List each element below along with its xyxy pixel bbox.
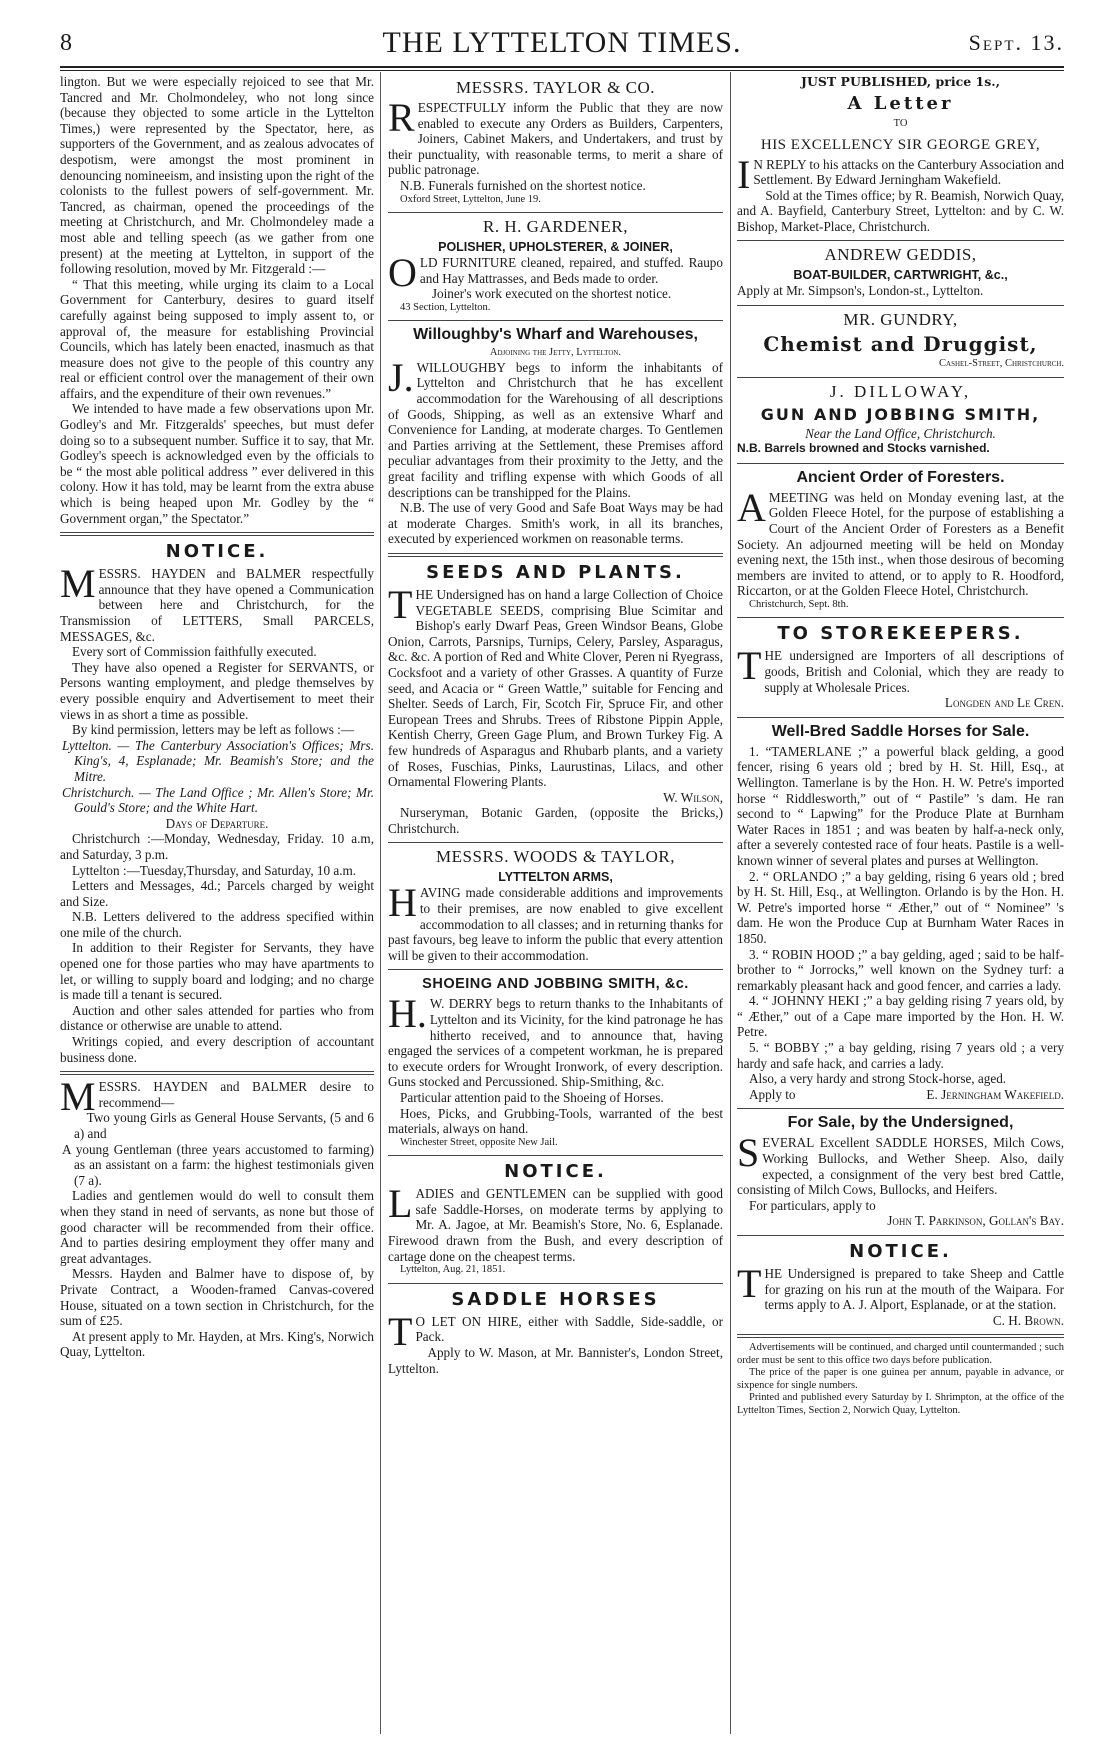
seeds-intro: THE Undersigned has on hand a large Collection of Choice VEGETABLE SEEDS, comprising Blue Scimitar and Bishop's early Dwarf Peas, Green Windsor Beans, Globe Onion, Carrots, Parsnips, Turnips, Celery, Parsley, Asparagus, &c. &c. A portion of Red and White Clover, Peren ni Ryegrass, Cocksfoot and a variety of other Grasses. A quantity of Furze seed, and Acacia or “ Green Wattle,” suitable for Fencing and Shelter. Seeds of Larch, Fir, Scotch Fir, Spruce Fir, and other European Trees and Shrubs. Trees of Ribstone Pippin Apple, Kentish Cherry, Green Gage Plum, and Brown Turkey Fig. A few hundreds of Asparagus and Rhubarb plants, and a variety of Roses, Fuschias, Pinks, Laurustinas, Lilacs, and other Ornamental Flowering Plants. bbox=[388, 581, 723, 790]
foresters-intro: AMEETING was held on Monday evening last, at the Golden Fleece Hotel, for the purpose of establishing a Court of the Ancient Order of Foresters as a Benefit Society. An adjourned meeting will be held on Monday evening next, the 15th inst., when those desirous of becoming members are invited to attend, or to apply to R. Hoodford, Riccarton, or at the Golden Fleece Hotel, Christchurch. bbox=[737, 484, 1064, 599]
horses-heading: Well-Bred Saddle Horses for Sale. bbox=[771, 722, 1030, 740]
shoeing-intro: H. W. DERRY begs to return thanks to the Inhabitants of Lyttelton and its Vicinity, for the kind patronage he has hitherto received, and to announce that, having engaged the services of a competent workman, he is prepared to execute orders for Wrought Ironwork, of every description. Guns stocked and Percussioned. Ship-Smithing, &c. bbox=[388, 991, 723, 1090]
article-paragraph: lington. But we were especially rejoiced to see that Mr. Tancred and Mr. Cholmondeley, who not long since (because they objected to some article in the Lyttelton Times,) were represented by the Spectator, here, as supporters of the Government, and as zealous advocates of despotism, were amongst the most prominent in denouncing nomineeism, and insisting upon the right of the colonists to the fullest powers of self-government. Mr. Tancred, as chairman, opened the proceedings of the meeting at Christchurch, and Mr. Cholmondeley made a most able and telling speech (as we gather from one present) at the meeting at Lyttelton, in support of the following resolution, moved by Mr. Fitzgerald :— bbox=[60, 74, 374, 277]
notice-heading: NOTICE. bbox=[504, 1161, 607, 1183]
notice-intro: THE Undersigned is prepared to take Sheep and Cattle for grazing on his run at the mouth of the Waipara. For terms apply to A. J. Alport, Esplanade, or at the station. bbox=[737, 1261, 1064, 1313]
column-3 bbox=[737, 74, 1064, 1734]
notice-paragraph: Auction and other sales attended for parties who from distance or otherwise are unable to attend. bbox=[60, 1002, 374, 1034]
gardener-address: 43 Section, Lyttelton. bbox=[400, 301, 491, 313]
section-rule bbox=[737, 377, 1064, 378]
page-number: 8 bbox=[60, 30, 72, 56]
section-rule bbox=[388, 842, 723, 843]
wharf-subheading: Adjoining the Jetty, Lyttelton. bbox=[489, 347, 622, 359]
column-2 bbox=[388, 74, 723, 1734]
section-rule bbox=[388, 553, 723, 557]
gardener-paragraph: Joiner's work executed on the shortest notice. bbox=[431, 286, 672, 302]
gundry-subheading: Chemist and Druggist, bbox=[763, 332, 1038, 357]
location-christchurch: Christchurch. — The Land Office ; Mr. Allen's Store; Mr. Gould's Store; and the White Hart. bbox=[62, 784, 374, 816]
section-rule bbox=[388, 969, 723, 970]
footer-note: Advertisements will be continued, and charged until countermanded ; such order must be sent to this office two days before publication. bbox=[737, 1342, 1064, 1366]
horses-signature: E. Jerningham Wakefield. bbox=[926, 1086, 1064, 1102]
departure-christchurch: Christchurch :—Monday, Wednesday, Friday. 10 a.m, and Saturday, 3 p.m. bbox=[60, 831, 374, 862]
newspaper-title: THE LYTTELTON TIMES. bbox=[382, 26, 742, 59]
geddis-subheading: BOAT-BUILDER, CARTWRIGHT, &c., bbox=[793, 268, 1008, 283]
shoeing-paragraph: Hoes, Picks, and Grubbing-Tools, warranted of the best materials, always on hand. bbox=[388, 1105, 723, 1137]
dilloway-address: Near the Land Office, Christchurch. bbox=[805, 425, 996, 441]
storekeepers-signature: Longden and Le Cren. bbox=[944, 695, 1064, 711]
location-lyttelton: Lyttelton. — The Canterbury Association's Offices; Mrs. King's, 4, Esplanade; Mr. Beamish's Store; and the Mitre. bbox=[62, 737, 374, 784]
horse-item: 5. “ BOBBY ;” a bay gelding, rising 7 years old ; a very hardy and safe hack, and carries a lady. bbox=[737, 1040, 1064, 1071]
saddle-paragraph: Apply to W. Mason, at Mr. Bannister's, London Street, Lyttelton. bbox=[388, 1344, 723, 1376]
notice-address: Lyttelton, Aug. 21, 1851. bbox=[400, 1264, 506, 1276]
section-rule bbox=[737, 717, 1064, 718]
horses-apply: Apply to bbox=[749, 1086, 796, 1102]
notice-paragraph: Writings copied, and every description of accountant business done. bbox=[60, 1034, 374, 1065]
section-rule bbox=[388, 320, 723, 321]
letter-paragraph: Sold at the Times office; by R. Beamish, Norwich Quay, and A. Bayfield, Canterbury Street, Lyttelton: and by C. W. Bishop, Market-Place, Christchurch. bbox=[737, 187, 1064, 234]
section-rule bbox=[388, 1283, 723, 1284]
saddle-intro: T O LET ON HIRE, either with Saddle, Side-saddle, or Pack. bbox=[388, 1308, 723, 1354]
notice-intro: LADIES and GENTLEMEN can be supplied with good safe Saddle-Horses, on moderate terms by applying to Mr. A. Jagoe, at Mr. Beamish's Store, No. 6, Esplanade. Firewood drawn from the Bush, and every description of cartage done on the cheapest terms. bbox=[388, 1181, 723, 1264]
notice-signature: C. H. Brown. bbox=[992, 1312, 1064, 1328]
woods-heading: MESSRS. WOODS & TAYLOR, bbox=[436, 847, 675, 867]
woods-intro: HAVING made considerable additions and improvements to their premises, are now enabled to give excellent accommodation to all classes; and in returning thanks for past favours, beg leave to inform the public that every attention will be given to their accommodation. bbox=[388, 880, 723, 963]
recommend-paragraph: At present apply to Mr. Hayden, at Mrs. King's, Norwich Quay, Lyttelton. bbox=[60, 1328, 374, 1360]
storekeepers-heading: TO STOREKEEPERS. bbox=[777, 623, 1024, 645]
section-rule bbox=[737, 1334, 1064, 1338]
horse-item: 2. “ ORLANDO ;” a bay gelding, rising 6 years old ; bred by H. St. Hill, Esq., at Wellington. Orlando is by the Hon. H. W. Petre's imported horse “ Æther,” out of “ Nominee” 's dam. He won the Produce Cup at Burnham Water Races in 1850. bbox=[737, 868, 1064, 946]
page-header bbox=[60, 22, 1064, 62]
horses-apply-line bbox=[737, 1087, 1064, 1103]
taylor-heading: MESSRS. TAYLOR & CO. bbox=[455, 78, 655, 97]
seeds-heading: SEEDS AND PLANTS. bbox=[426, 561, 685, 583]
section-rule bbox=[388, 212, 723, 213]
sale-signature: John T. Parkinson, Gollan's Bay. bbox=[887, 1213, 1064, 1229]
sale-particulars: For particulars, apply to bbox=[749, 1197, 876, 1213]
notice-paragraph: In addition to their Register for Servants, they have opened one for those parties who may have apartments to let, or willing to supply board and lodging; and no charge is made till a tenant is secured. bbox=[60, 940, 374, 1003]
notice-paragraph: N.B. Letters delivered to the address specified within one mile of the church. bbox=[60, 909, 374, 940]
taylor-intro: RESPECTFULLY inform the Public that they are now enabled to execute any Orders as Builders, Carpenters, Joiners, Cabinet Makers, and Undertakers, and trust by their punctuality, with reasonable terms, to merit a share of public patronage. bbox=[388, 95, 723, 178]
sale-heading: For Sale, by the Undersigned, bbox=[787, 1114, 1014, 1132]
section-rule bbox=[388, 1155, 723, 1156]
section-rule bbox=[737, 1235, 1064, 1236]
article-quote: “ That this meeting, while urging its claim to a Local Government for Canterbury, desires to guard itself carefully against being supposed to imply assent to, or approval of, the measure for establishing Provincial Councils, which has lately been enacted, inasmuch as that measure does not give to the people of this country any real or efficient control over the management of their own affairs, and the expenditure of their own revenues.” bbox=[60, 276, 374, 401]
footer-note: Printed and published every Saturday by I. Shrimpton, at the office of the Lyttelton Times, Section 2, Norwich Quay, Lyttelton. bbox=[737, 1392, 1064, 1416]
gundry-address: Cashel-Street, Christchurch. bbox=[939, 358, 1064, 370]
horses-also: Also, a very hardy and strong Stock-horse, aged. bbox=[749, 1071, 1007, 1087]
notice-paragraph: Every sort of Commission faithfully executed. bbox=[72, 644, 317, 660]
section-rule bbox=[737, 240, 1064, 241]
column-1 bbox=[60, 74, 374, 1734]
recommend-paragraph: Messrs. Hayden and Balmer have to dispose of, by Private Contract, a Wooden-framed Canvas-covered House, situated on a town section in Christchurch, for the sum of £25. bbox=[60, 1266, 374, 1329]
gardener-intro: OLD FURNITURE cleaned, repaired, and stuffed. Raupo and Hay Mattrasses, and Beds made to order. bbox=[388, 250, 723, 296]
column-divider-1 bbox=[380, 72, 381, 1734]
storekeepers-intro: THE undersigned are Importers of all descriptions of goods, British and Colonial, which they are ready to supply at Wholesale Prices. bbox=[737, 643, 1064, 695]
notice-intro: MESSRS. HAYDEN and BALMER respectfully announce that they have opened a Communication between here and Christchurch, for the Transmission of LETTERS, Small PARCELS, MESSAGES, &c. bbox=[60, 561, 374, 644]
gardener-heading: R. H. GARDENER, bbox=[483, 217, 628, 237]
header-rule bbox=[60, 66, 1064, 71]
horse-item: 3. “ ROBIN HOOD ;” a bay gelding, aged ; said to be half-brother to “ Jorrocks,” well known on the Sydney turf: a remarkably pleasant hack and good fencer, and carries a lady. bbox=[737, 946, 1064, 993]
departure-lyttelton: Lyttelton :—Tuesday,Thursday, and Saturday, 10 a.m. bbox=[72, 862, 357, 878]
letter-intro: I N REPLY to his attacks on the Canterbury Association and Settlement. By Edward Jerningham Wakefield. bbox=[737, 151, 1064, 197]
section-rule bbox=[737, 305, 1064, 306]
recommend-paragraph: Ladies and gentlemen would do well to consult them when they stand in need of servants, as none but those of good character will be recommended from their office. And to parties desiring employment they offer many and great advantages. bbox=[60, 1188, 374, 1266]
footer-note: The price of the paper is one guinea per annum, payable in advance, or sixpence for single numbers. bbox=[737, 1367, 1064, 1391]
seeds-signature: W. Wilson, bbox=[663, 789, 723, 805]
horse-item: 4. “ JOHNNY HEKI ;” a bay gelding rising 7 years old, by “ Æther,” out of a Cape mare imported by the Hon. H. W. Petre. bbox=[737, 993, 1064, 1040]
notice-paragraph: They have also opened a Register for SERVANTS, or Persons wanting employment, and pledge themselves by every possible enquiry and Advertisement to meet their views in as short a time as possible. bbox=[60, 659, 374, 722]
gardener-subheading: POLISHER, UPHOLSTERER, & JOINER, bbox=[438, 240, 673, 255]
departure-heading: Days of Departure. bbox=[165, 815, 269, 831]
letter-title: A Letter bbox=[847, 93, 954, 114]
saddle-heading: SADDLE HORSES bbox=[451, 1288, 660, 1310]
dilloway-heading: J. DILLOWAY, bbox=[829, 381, 972, 401]
article-paragraph: We intended to have made a few observations upon Mr. Godley's and Mr. Fitzgeralds' speeches, but must defer doing so to a subsequent number. Suffice it to say, that Mr. Godley's speech is acknowledged even by the officials to be “ the most able political address ” ever delivered in this colony. How it has told, may be learnt from the extra abuse which is being heaped upon Mr. Godley by the “ Government organ,” the Spectator.” bbox=[60, 401, 374, 526]
seeds-address: Nurseryman, Botanic Garden, (opposite the Bricks,) Christchurch. bbox=[388, 805, 723, 836]
foresters-heading: Ancient Order of Foresters. bbox=[796, 468, 1005, 486]
recommend-intro: MESSRS. HAYDEN and BALMER desire to recommend— bbox=[60, 1074, 374, 1120]
section-rule bbox=[737, 617, 1064, 618]
column-divider-2 bbox=[730, 72, 731, 1734]
section-rule bbox=[60, 532, 374, 536]
dilloway-subheading: GUN AND JOBBING SMITH, bbox=[760, 404, 1041, 424]
issue-date: Sept. 13. bbox=[968, 30, 1064, 55]
letter-to: TO bbox=[893, 118, 908, 129]
section-rule bbox=[737, 463, 1064, 464]
shoeing-heading: SHOEING AND JOBBING SMITH, &c. bbox=[422, 976, 689, 993]
just-published: JUST PUBLISHED, price 1s., bbox=[801, 74, 1000, 89]
recommend-item: A young Gentleman (three years accustomed to farming) as an assistant on a farm: the highest testimonials given (7 a). bbox=[62, 1141, 374, 1188]
geddis-heading: ANDREW GEDDIS, bbox=[824, 245, 977, 265]
wharf-heading: Willoughby's Wharf and Warehouses, bbox=[413, 326, 698, 344]
woods-subheading: LYTTELTON ARMS, bbox=[498, 870, 613, 885]
shoeing-paragraph: Particular attention paid to the Shoeing of Horses. bbox=[400, 1090, 664, 1105]
foresters-date: Christchurch, Sept. 8th. bbox=[749, 598, 849, 610]
geddis-paragraph: Apply at Mr. Simpson's, London-st., Lyttelton. bbox=[737, 283, 984, 299]
notice-paragraph: By kind permission, letters may be left as follows :— bbox=[72, 722, 355, 738]
taylor-nb: N.B. Funerals furnished on the shortest notice. bbox=[400, 177, 646, 193]
notice-heading: NOTICE. bbox=[165, 541, 269, 563]
recommend-item: Two young Girls as General House Servants, (5 and 6 a) and bbox=[74, 1110, 374, 1141]
wharf-nb: N.B. The use of very Good and Safe Boat Ways may be had at moderate Charges. Smith's work, in all its branches, executed by experienced workmen on reasonable terms. bbox=[388, 500, 723, 547]
notice-heading: NOTICE. bbox=[849, 1241, 952, 1262]
shoeing-address: Winchester Street, opposite New Jail. bbox=[400, 1136, 558, 1148]
sale-intro: SEVERAL Excellent SADDLE HORSES, Milch Cows, Working Bullocks, and Wether Sheep. Also, daily expected, a consignment of the very best bred Cattle, consisting of Milch Cows, Bullocks, and Heifers. bbox=[737, 1130, 1064, 1198]
wharf-intro: J. WILLOUGHBY begs to inform the inhabitants of Lyttelton and Christchurch that he has excellent accommodation for the Warehousing of all descriptions of Goods, Shipping, as well as an extensive Wharf and Convenience for Landing, at moderate charges. To Gentlemen and Parties arriving at the Settlement, these Premises afford peculiar advantages from their proximity to the Jetty, and the great facility and trifling expense with which Goods of all descriptions can be transhipped for the Plains. bbox=[388, 354, 723, 500]
dilloway-nb: N.B. Barrels browned and Stocks varnished. bbox=[737, 441, 990, 456]
section-rule bbox=[60, 1071, 374, 1075]
horse-item: 1. “TAMERLANE ;” a powerful black gelding, a good fencer, rising 6 years old ; bred by H. St. Hill, Esq., at Wellington. Tamerlane is by the Hon. H. W. Petre's imported horse “ Riddlesworth,” out of “ Pastile” 's dam. He ran second to “ Lapwing” for the Produce Plate at Burnham Water Races in 1851 ; and was beaten by half-a-neck only, after a severely contested race of four heats. Pastile is a well-known winner of several plates and purses at Wellington. bbox=[737, 743, 1064, 868]
excellency-heading: HIS EXCELLENCY SIR GEORGE GREY, bbox=[760, 136, 1041, 153]
gundry-heading: MR. GUNDRY, bbox=[843, 310, 958, 330]
notice-paragraph: Letters and Messages, 4d.; Parcels charged by weight and Size. bbox=[60, 878, 374, 909]
section-rule bbox=[737, 1108, 1064, 1109]
taylor-address: Oxford Street, Lyttelton, June 19. bbox=[400, 193, 541, 205]
